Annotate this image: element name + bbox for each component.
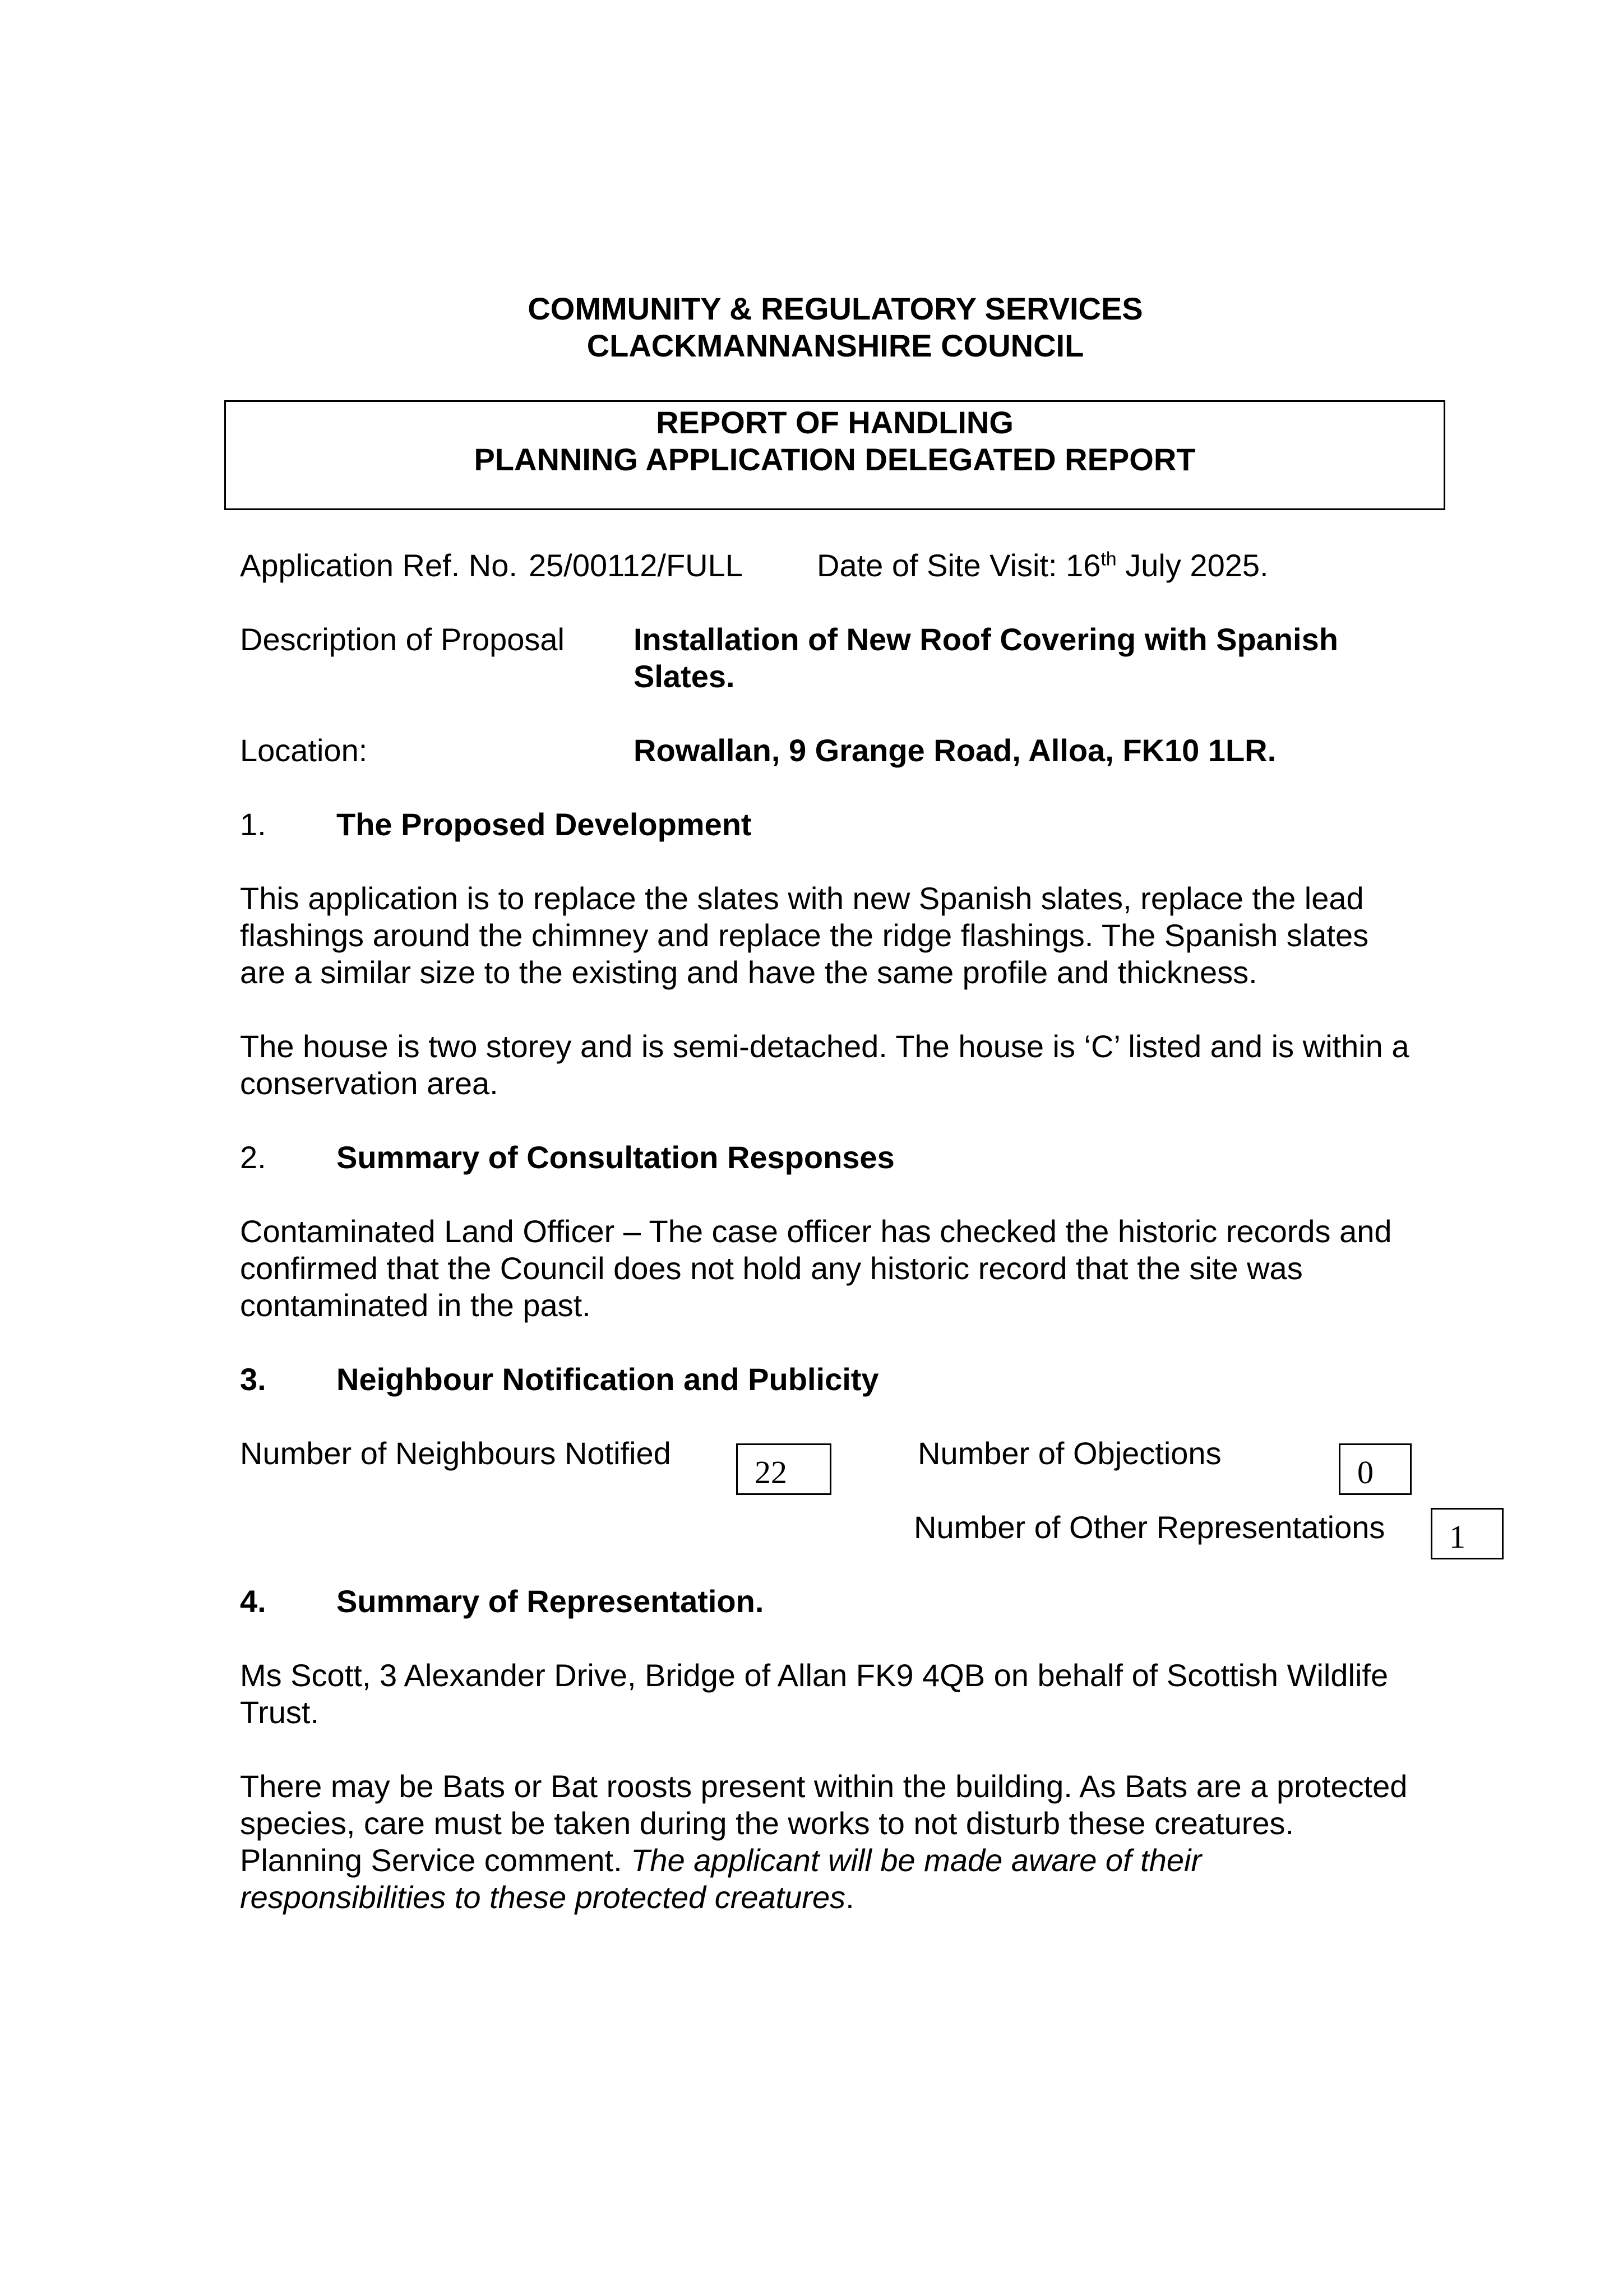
neighbours-notified-box — [736, 1443, 831, 1495]
site-visit-date — [817, 547, 1269, 584]
other-representations-label: Number of Other Representations — [914, 1510, 1385, 1545]
other-representations-value: 1 — [1449, 1519, 1465, 1555]
section3-number: 3. — [240, 1362, 266, 1397]
section2-para-line: confirmed that the Council does not hold any historic record that the site was — [240, 1251, 1303, 1286]
section1-para2-line: The house is two storey and is semi-detached. The house is ‘C’ listed and is within a — [240, 1029, 1409, 1064]
planning-comment-italic2: responsibilities to these protected creatures — [240, 1880, 846, 1915]
section1-para1-line: flashings around the chimney and replace the ridge flashings. The Spanish slates — [240, 918, 1369, 953]
section2-para-line: contaminated in the past. — [240, 1288, 591, 1323]
planning-comment-line1 — [240, 1842, 1451, 1879]
section4-paragraph1 — [240, 1657, 1451, 1731]
site-visit-ordinal: th — [1101, 548, 1117, 570]
application-ref-value: 25/00112/FULL — [529, 548, 743, 583]
objections-label: Number of Objections — [918, 1436, 1222, 1471]
section4-number: 4. — [240, 1584, 266, 1619]
report-title-line1: REPORT OF HANDLING — [656, 405, 1014, 440]
section4-para2-line: There may be Bats or Bat roosts present within the building. As Bats are a protected — [240, 1769, 1408, 1804]
other-representations-box — [1431, 1508, 1504, 1559]
section4-para1-line: Trust. — [240, 1695, 320, 1730]
section3-heading: Neighbour Notification and Publicity — [336, 1362, 879, 1397]
neighbours-notified-value: 22 — [755, 1454, 787, 1490]
section1-paragraph1 — [240, 880, 1451, 991]
section1-para2-line: conservation area. — [240, 1066, 498, 1101]
planning-comment-line2 — [240, 1879, 1451, 1916]
section1-heading: The Proposed Development — [336, 807, 752, 842]
section2-paragraph — [240, 1213, 1451, 1324]
objections-box — [1339, 1443, 1412, 1495]
section4-heading: Summary of Representation. — [336, 1584, 764, 1619]
section1-para1-line: This application is to replace the slates with new Spanish slates, replace the lead — [240, 881, 1364, 916]
proposal-value-line1: Installation of New Roof Covering with Spanish — [634, 622, 1338, 657]
section2-para-line: Contaminated Land Officer – The case officer has checked the historic records and — [240, 1214, 1392, 1249]
section4-para1-line: Ms Scott, 3 Alexander Drive, Bridge of Allan FK9 4QB on behalf of Scottish Wildlife — [240, 1658, 1389, 1693]
section4-paragraph2 — [240, 1768, 1451, 1916]
section2-number: 2. — [240, 1140, 266, 1175]
planning-comment-end: . — [845, 1880, 854, 1915]
proposal-label: Description of Proposal — [240, 622, 565, 657]
section1-para1-line: are a similar size to the existing and have the same profile and thickness. — [240, 955, 1257, 990]
site-visit-rest: July 2025. — [1116, 548, 1269, 583]
section4-para2-line: species, care must be taken during the works to not disturb these creatures. — [240, 1806, 1294, 1841]
objections-value: 0 — [1357, 1454, 1374, 1490]
neighbours-notified-label: Number of Neighbours Notified — [240, 1436, 671, 1471]
section1-paragraph2 — [240, 1028, 1451, 1102]
site-visit-label: Date of Site Visit: 16 — [817, 548, 1101, 583]
proposal-value-line2: Slates. — [634, 659, 735, 694]
report-title-line2: PLANNING APPLICATION DELEGATED REPORT — [474, 442, 1196, 477]
planning-comment-italic1: The applicant will be made aware of their — [631, 1843, 1202, 1878]
location-value: Rowallan, 9 Grange Road, Alloa, FK10 1LR. — [634, 733, 1277, 768]
header-council: CLACKMANNANSHIRE COUNCIL — [586, 328, 1084, 363]
application-ref-label: Application Ref. No. — [240, 548, 517, 583]
section2-heading: Summary of Consultation Responses — [336, 1140, 895, 1175]
location-label: Location: — [240, 733, 368, 768]
report-title-box — [224, 400, 1445, 510]
header-department: COMMUNITY & REGULATORY SERVICES — [528, 291, 1143, 326]
planning-comment-label: Planning Service comment. — [240, 1843, 631, 1878]
section1-number: 1. — [240, 807, 266, 842]
